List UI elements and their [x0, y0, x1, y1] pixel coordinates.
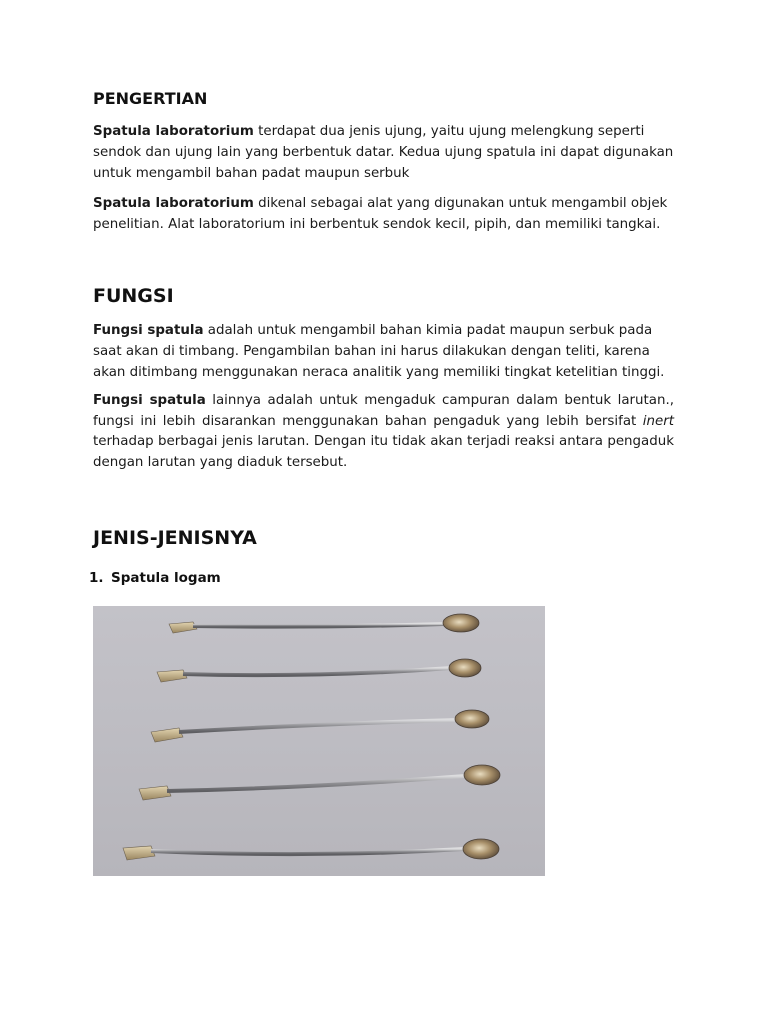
term-bold: Fungsi spatula: [93, 393, 206, 408]
term-bold: Spatula laboratorium: [93, 196, 254, 211]
term-italic: inert: [642, 413, 674, 429]
list-item-spatula-logam: [89, 570, 221, 586]
heading-fungsi: FUNGSI: [93, 285, 174, 307]
list-number: 1.: [89, 570, 104, 586]
paragraph-text: dikenal sebagai alat yang digunakan untuk mengambil objek penelitian. Alat laboratorium ini berbentuk sendok kecil, pipih, dan memiliki tangkai.: [93, 196, 668, 232]
spatula-1: [169, 614, 479, 633]
paragraph-text: terdapat dua jenis ujung, yaitu ujung melengkung seperti sendok dan ujung lain yang berbentuk datar. Kedua ujung spatula ini dapat digunakan untuk mengambil bahan padat maupun serbuk: [93, 124, 674, 181]
heading-jenis: JENIS-JENISNYA: [93, 527, 257, 549]
spatula-5: [123, 839, 499, 860]
spatula-4: [139, 765, 500, 800]
spatula-2: [157, 659, 481, 682]
metal-spatula-photo: [93, 606, 545, 876]
paragraph-pengertian-2: [93, 193, 674, 235]
spatula-3: [151, 710, 489, 742]
paragraph-text: adalah untuk mengambil bahan kimia padat maupun serbuk pada saat akan di timbang. Pengambilan bahan ini harus dilakukan dengan teliti, karena akan ditimbang menggunakan neraca analitik yang memiliki tingkat ketelitian tinggi.: [93, 323, 665, 380]
paragraph-fungsi-2: [93, 391, 674, 473]
paragraph-pengertian-1: [93, 121, 674, 184]
list-label: Spatula logam: [111, 570, 221, 586]
paragraph-fungsi-1: [93, 320, 674, 383]
paragraph-text: lainnya adalah untuk mengaduk campuran dalam bentuk larutan., fungsi ini lebih disarankan menggunakan bahan pengaduk yang lebih bersifat: [93, 393, 674, 429]
heading-pengertian: PENGERTIAN: [93, 89, 208, 108]
paragraph-text: terhadap berbagai jenis larutan. Dengan itu tidak akan terjadi reaksi antara pengaduk dengan larutan yang diaduk tersebut.: [93, 434, 674, 470]
spatula-illustration: [93, 606, 545, 876]
term-bold: Fungsi spatula: [93, 323, 204, 338]
term-bold: Spatula laboratorium: [93, 124, 254, 139]
